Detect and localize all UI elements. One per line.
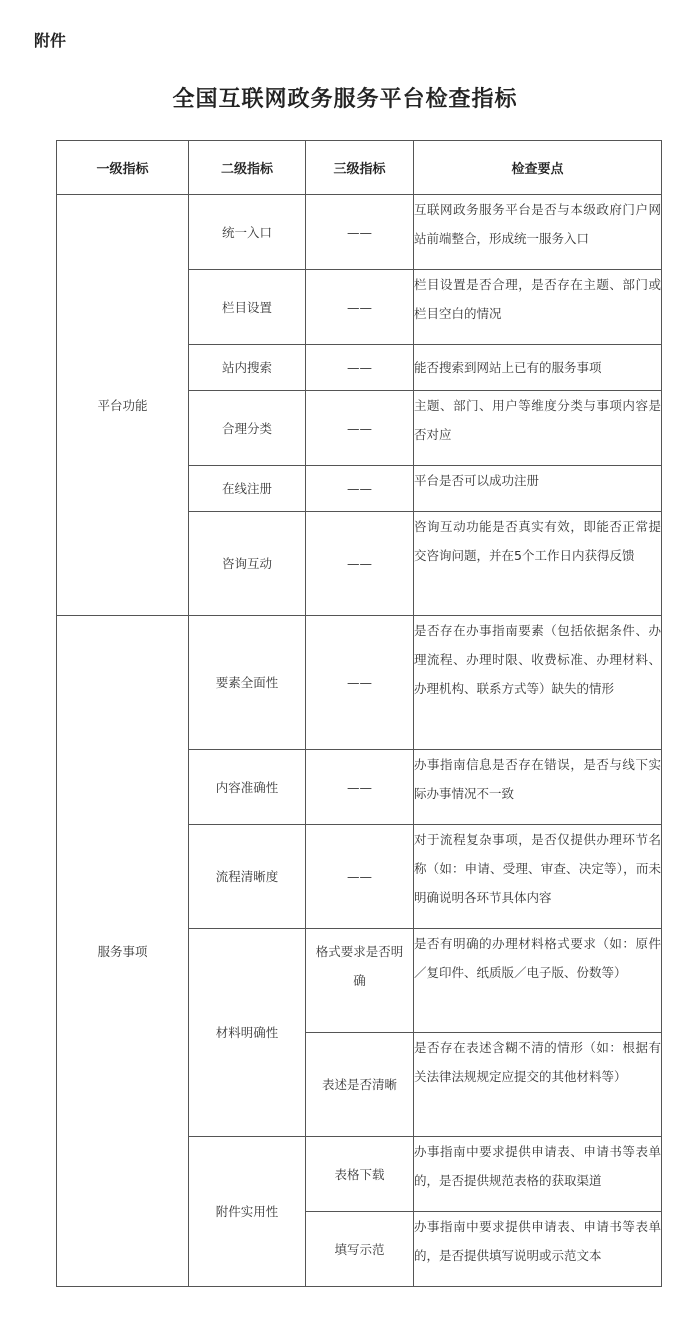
attachment-label: 附件 [34,31,67,50]
check-point-cell: 咨询互动功能是否真实有效，即能否正常提交咨询问题，并在5个工作日内获得反馈 [414,512,662,616]
table-row [57,616,662,750]
check-point-cell: 办事指南信息是否存在错误，是否与线下实际办事情况不一致 [414,750,662,825]
level2-cell: 附件实用性 [189,1137,306,1287]
check-point-cell: 是否存在表述含糊不清的情形（如：根据有关法律法规规定应提交的其他材料等） [414,1033,662,1137]
level1-service-items: 服务事项 [57,616,189,1287]
check-point-cell: 主题、部门、用户等维度分类与事项内容是否对应 [414,391,662,466]
check-point-cell: 能否搜索到网站上已有的服务事项 [414,345,662,391]
level3-cell: 填写示范 [306,1212,414,1287]
header-level3: 三级指标 [306,141,414,195]
level3-cell: 表述是否清晰 [306,1033,414,1137]
check-point-cell: 是否有明确的办理材料格式要求（如：原件／复印件、纸质版／电子版、份数等） [414,929,662,1033]
level2-cell: 合理分类 [189,391,306,466]
level3-cell: —— [306,466,414,512]
level3-cell: 格式要求是否明确 [306,929,414,1033]
check-point-cell: 是否存在办事指南要素（包括依据条件、办理流程、办理时限、收费标准、办理材料、办理机构、联系方式等）缺失的情形 [414,616,662,750]
level2-cell: 统一入口 [189,195,306,270]
level2-cell: 站内搜索 [189,345,306,391]
check-point-cell: 办事指南中要求提供申请表、申请书等表单的，是否提供填写说明或示范文本 [414,1212,662,1287]
header-level2: 二级指标 [189,141,306,195]
level3-cell: —— [306,345,414,391]
check-point-cell: 办事指南中要求提供申请表、申请书等表单的，是否提供规范表格的获取渠道 [414,1137,662,1212]
level3-cell: —— [306,270,414,345]
header-level1: 一级指标 [57,141,189,195]
document-title: 全国互联网政务服务平台检查指标 [172,87,518,112]
level2-cell: 在线注册 [189,466,306,512]
level2-cell: 材料明确性 [189,929,306,1137]
level2-cell: 咨询互动 [189,512,306,616]
level2-cell: 流程清晰度 [189,825,306,929]
check-point-cell: 栏目设置是否合理，是否存在主题、部门或栏目空白的情况 [414,270,662,345]
level3-cell: —— [306,391,414,466]
level2-cell: 要素全面性 [189,616,306,750]
check-point-cell: 互联网政务服务平台是否与本级政府门户网站前端整合，形成统一服务入口 [414,195,662,270]
indicator-table [56,140,662,1287]
level1-platform-function: 平台功能 [57,195,189,616]
check-point-cell: 平台是否可以成功注册 [414,466,662,512]
check-point-cell: 对于流程复杂事项，是否仅提供办理环节名称（如：申请、受理、审查、决定等），而未明确说明各环节具体内容 [414,825,662,929]
level2-cell: 栏目设置 [189,270,306,345]
level2-cell: 内容准确性 [189,750,306,825]
level3-cell: —— [306,750,414,825]
level3-cell: —— [306,616,414,750]
header-check-points: 检查要点 [414,141,662,195]
table-header-row [57,141,662,195]
level3-cell: —— [306,512,414,616]
table-row [57,195,662,270]
level3-cell: —— [306,825,414,929]
level3-cell: 表格下载 [306,1137,414,1212]
level3-cell: —— [306,195,414,270]
